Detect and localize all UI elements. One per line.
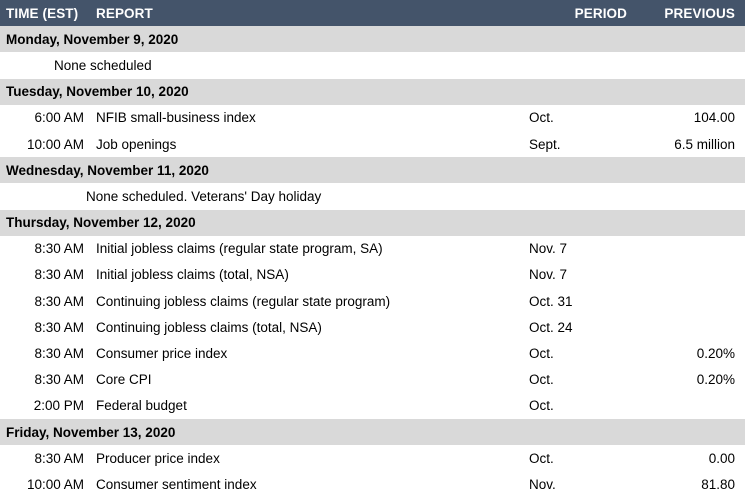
table-row (0, 393, 745, 419)
table-header-row (0, 0, 745, 26)
cell-report: Initial jobless claims (total, NSA) (96, 267, 289, 283)
day-header-label: Monday, November 9, 2020 (6, 31, 179, 47)
cell-period: Oct. (529, 398, 554, 414)
day-header-row (0, 79, 745, 105)
cell-report: Initial jobless claims (regular state program, SA) (96, 241, 383, 257)
table-row (0, 314, 745, 340)
cell-previous: 81.80 (701, 476, 735, 492)
cell-time: 6:00 AM (34, 110, 84, 126)
table-row (0, 288, 745, 314)
day-header-row (0, 210, 745, 236)
cell-previous (639, 314, 745, 340)
cell-previous: 0.00 (708, 450, 735, 466)
cell-report: NFIB small-business index (96, 110, 256, 126)
cell-period: Oct. (529, 346, 554, 362)
table-row (0, 236, 745, 262)
day-header-label: Tuesday, November 10, 2020 (6, 84, 189, 100)
note-text: None scheduled (54, 57, 152, 73)
cell-report: Consumer price index (96, 346, 228, 362)
cell-report: Continuing jobless claims (regular state program) (96, 293, 391, 309)
cell-time: 8:30 AM (34, 293, 84, 309)
cell-report: Continuing jobless claims (total, NSA) (96, 319, 322, 335)
cell-time: 8:30 AM (34, 241, 84, 257)
cell-time: 2:00 PM (33, 398, 84, 414)
cell-period: Oct. 24 (529, 319, 573, 335)
cell-previous (639, 236, 745, 262)
table-row (0, 367, 745, 393)
day-header-row (0, 419, 745, 445)
cell-period: Oct. (529, 372, 554, 388)
cell-time: 8:30 AM (34, 372, 84, 388)
cell-period: Sept. (529, 136, 561, 152)
table-row (0, 471, 745, 497)
day-header-row (0, 157, 745, 183)
cell-period: Nov. 7 (529, 267, 568, 283)
cell-report: Federal budget (96, 398, 187, 414)
cell-previous: 104.00 (693, 110, 735, 126)
cell-report: Consumer sentiment index (96, 476, 257, 492)
cell-period: Oct. 31 (529, 293, 573, 309)
note-text: None scheduled. Veterans' Day holiday (86, 188, 322, 204)
day-header-label: Wednesday, November 11, 2020 (6, 162, 209, 178)
cell-time: 8:30 AM (34, 450, 84, 466)
table-header (0, 0, 745, 26)
column-header-report: REPORT (96, 5, 153, 21)
table-row (0, 340, 745, 366)
table-row (0, 105, 745, 131)
cell-time: 10:00 AM (26, 476, 84, 492)
cell-period: Nov. 7 (529, 241, 568, 257)
day-header-row (0, 26, 745, 52)
table-row (0, 445, 745, 471)
cell-time: 10:00 AM (26, 136, 84, 152)
column-header-previous: PREVIOUS (664, 5, 735, 21)
cell-period: Oct. (529, 450, 554, 466)
column-header-period: PERIOD (574, 5, 627, 21)
cell-report: Core CPI (96, 372, 152, 388)
column-header-time: TIME (EST) (6, 5, 79, 21)
cell-time: 8:30 AM (34, 346, 84, 362)
cell-period: Nov. (529, 476, 556, 492)
cell-period: Oct. (529, 110, 554, 126)
cell-previous: 6.5 million (674, 136, 735, 152)
table-row (0, 262, 745, 288)
cell-previous: 0.20% (696, 346, 735, 362)
cell-previous (639, 262, 745, 288)
cell-time: 8:30 AM (34, 267, 84, 283)
cell-previous: 0.20% (696, 372, 735, 388)
note-row (0, 183, 745, 209)
table-row (0, 131, 745, 157)
day-header-label: Friday, November 13, 2020 (6, 424, 176, 440)
table-body (0, 26, 745, 497)
cell-report: Producer price index (96, 450, 220, 466)
cell-time: 8:30 AM (34, 319, 84, 335)
note-row (0, 52, 745, 78)
cell-previous (639, 393, 745, 419)
cell-report: Job openings (96, 136, 177, 152)
cell-previous (639, 288, 745, 314)
day-header-label: Thursday, November 12, 2020 (6, 215, 196, 231)
